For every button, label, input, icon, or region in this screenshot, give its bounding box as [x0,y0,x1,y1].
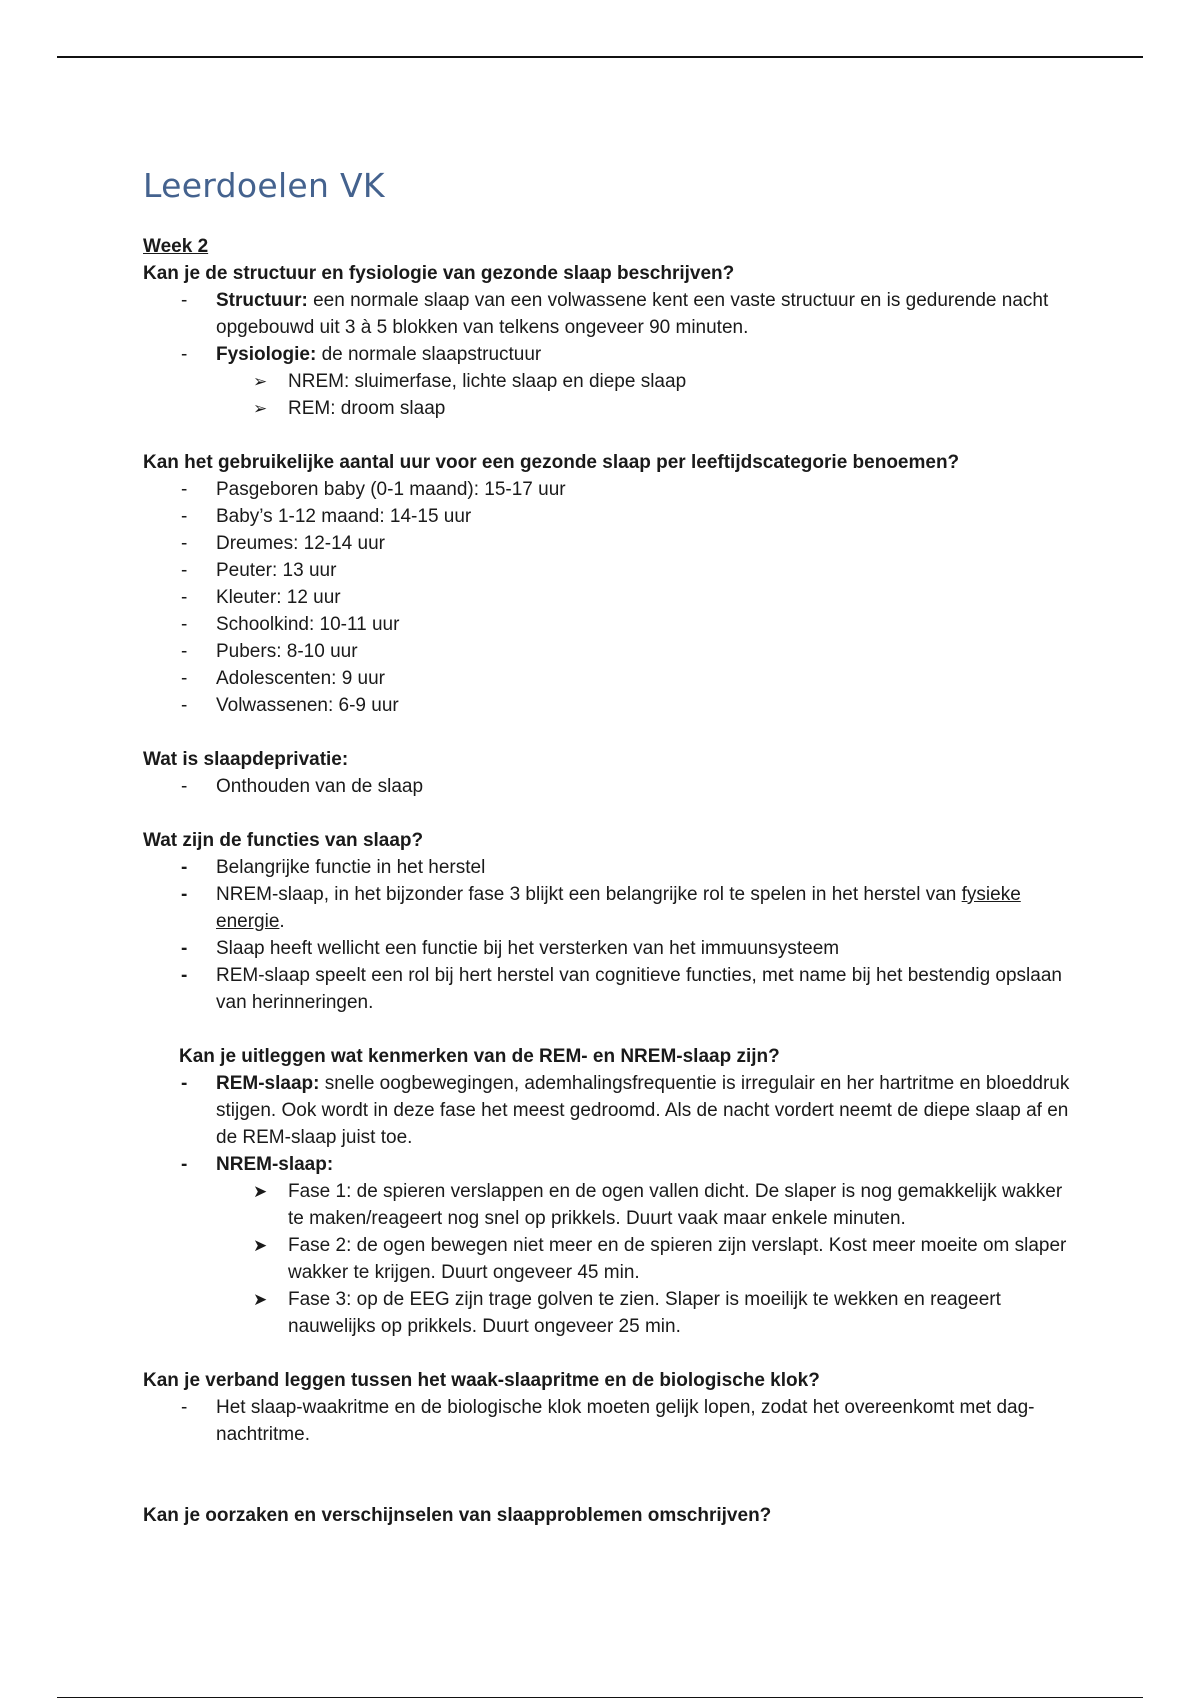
list-item: - Belangrijke functie in het herstel [143,854,1083,881]
list-item: - Schoolkind: 10-11 uur [143,611,1083,638]
list-item: - REM-slaap speelt een rol bij hert herstel van cognitieve functies, met name bij het bestendig opslaan van herinneringen. [143,962,1083,1016]
arrow-bullet-icon: ➤ [253,1182,268,1201]
list-structuur [143,287,1083,422]
list-item: - Pasgeboren baby (0-1 maand): 15-17 uur [143,476,1083,503]
list-item: ➢ NREM: sluimerfase, lichte slaap en diepe slaap [143,368,1083,395]
list-biologische-klok [143,1394,1083,1448]
list-item: - Kleuter: 12 uur [143,584,1083,611]
document-title: Leerdoelen VK [143,166,385,205]
list-item: - Baby’s 1-12 maand: 14-15 uur [143,503,1083,530]
arrow-bullet-icon: ➢ [253,372,268,391]
arrow-bullet-icon: ➤ [253,1236,268,1255]
header-rule [57,56,1143,58]
question-functies: Wat zijn de functies van slaap? [143,830,424,851]
list-item: ➢ REM: droom slaap [143,395,1083,422]
list-item: - REM-slaap: snelle oogbewegingen, ademhalingsfrequentie is irregulair en her hartritme en bloeddruk stijgen. Ook wordt in deze fase het meest gedroomd. Als de nacht vordert neemt de diepe slaap af en de REM-slaap juist toe. [143,1070,1083,1151]
list-item: - Structuur: een normale slaap van een volwassene kent een vaste structuur en is gedurende nacht opgebouwd uit 3 à 5 blokken van telkens ongeveer 90 minuten. [143,287,1083,341]
list-slaapdeprivatie [143,773,1083,800]
question-kenmerken: Kan je uitleggen wat kenmerken van de REM- en NREM-slaap zijn? [179,1046,780,1067]
question-biologische-klok: Kan je verband leggen tussen het waak-slaapritme en de biologische klok? [143,1370,820,1391]
question-slaapdeprivatie: Wat is slaapdeprivatie: [143,749,349,770]
list-item: - Volwassenen: 6-9 uur [143,692,1083,719]
arrow-bullet-icon: ➤ [253,1290,268,1309]
list-uren [143,476,1083,719]
list-item: - Adolescenten: 9 uur [143,665,1083,692]
list-functies [143,854,1083,1016]
question-structuur: Kan je de structuur en fysiologie van gezonde slaap beschrijven? [143,263,735,284]
list-item: - Pubers: 8-10 uur [143,638,1083,665]
list-item: - Het slaap-waakritme en de biologische klok moeten gelijk lopen, zodat het overeenkomt met dag-nachtritme. [143,1394,1083,1448]
list-item: - Dreumes: 12-14 uur [143,530,1083,557]
list-item: - Slaap heeft wellicht een functie bij het versterken van het immuunsysteem [143,935,1083,962]
list-kenmerken [143,1070,1083,1340]
list-item: ➤ Fase 1: de spieren verslappen en de ogen vallen dicht. De slaper is nog gemakkelijk wakker te maken/reageert nog snel op prikkels. Duurt vaak maar enkele minuten. [143,1178,1083,1232]
list-item: - NREM-slaap: [143,1151,1083,1178]
question-uren: Kan het gebruikelijke aantal uur voor een gezonde slaap per leeftijdscategorie benoemen? [143,452,960,473]
list-item: - Peuter: 13 uur [143,557,1083,584]
footer-rule [57,1697,1143,1698]
week-heading: Week 2 [143,236,209,257]
list-item: - Fysiologie: de normale slaapstructuur [143,341,1083,368]
arrow-bullet-icon: ➢ [253,399,268,418]
list-item: ➤ Fase 3: op de EEG zijn trage golven te zien. Slaper is moeilijk te wekken en reageert nauwelijks op prikkels. Duurt ongeveer 25 min. [143,1286,1083,1340]
question-slaapproblemen: Kan je oorzaken en verschijnselen van slaapproblemen omschrijven? [143,1505,772,1526]
list-item: ➤ Fase 2: de ogen bewegen niet meer en de spieren zijn verslapt. Kost meer moeite om slaper wakker te krijgen. Duurt ongeveer 45 min. [143,1232,1083,1286]
document-page [143,160,1083,1529]
list-item: - Onthouden van de slaap [143,773,1083,800]
list-item: - NREM-slaap, in het bijzonder fase 3 blijkt een belangrijke rol te spelen in het herstel van fysieke energie. [143,881,1083,935]
